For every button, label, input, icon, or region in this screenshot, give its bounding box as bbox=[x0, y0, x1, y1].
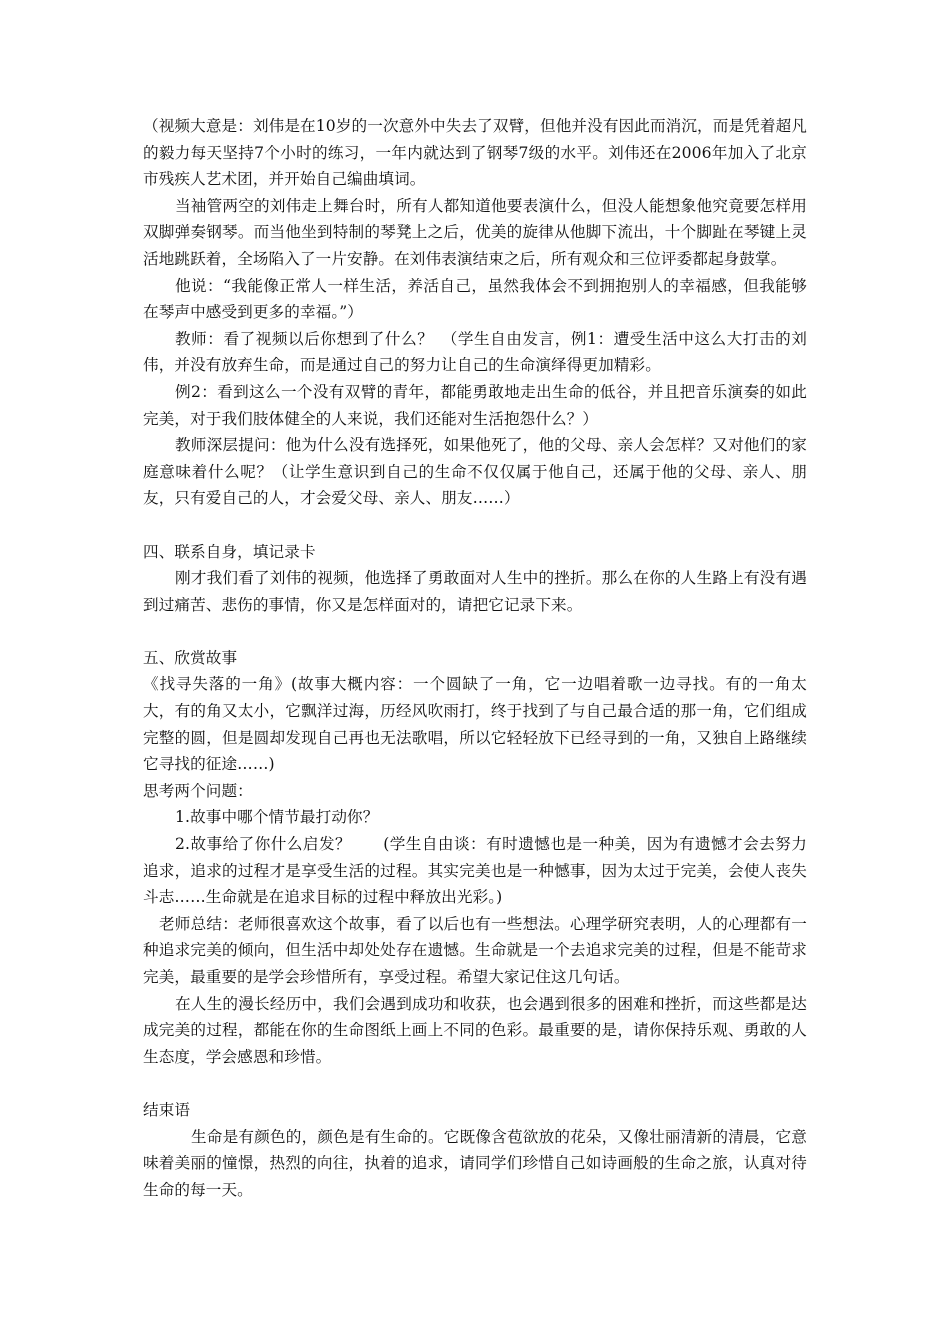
question-one: 1.故事中哪个情节最打动你？ bbox=[175, 808, 379, 827]
spacer bbox=[143, 512, 807, 539]
teacher-question-paragraph: 教师：看了视频以后你想到了什么？ （学生自由发言，例1：遭受生活中这么大打击的刘伟，并没有放弃生命，而是通过自己的努力让自己的生命演绎得更加精彩。 bbox=[143, 329, 807, 375]
life-journey-paragraph: 在人生的漫长经历中，我们会遇到成功和收获，也会遇到很多的困难和挫折，而这些都是达成完美的过程，都能在你的生命图纸上画上不同的色彩。最重要的是，请你保持乐观、勇敢的人生态度，学会感恩和珍惜。 bbox=[143, 994, 807, 1066]
document-page bbox=[143, 113, 807, 1203]
question-two: 2.故事给了你什么启发？ (学生自由谈：有时遗憾也是一种美，因为有遗憾才会去努力追求，追求的过程才是享受生活的过程。其实完美也是一种憾事，因为太过于完美，会使人丧失斗志……生命就是在追求目标的过程中释放出光彩。) bbox=[143, 835, 807, 907]
section-four-heading: 四、联系自身，填记录卡 bbox=[143, 542, 316, 561]
performance-paragraph: 当袖管两空的刘伟走上舞台时，所有人都知道他要表演什么，但没人能想象他究竟要怎样用双脚弹奏钢琴。而当他坐到特制的琴凳上之后，优美的旋律从他脚下流出，十个脚趾在琴键上灵活地跳跃着，全场陷入了一片安静。在刘伟表演结束之后，所有观众和三位评委都起身鼓掌。 bbox=[143, 196, 807, 268]
spacer bbox=[143, 618, 807, 645]
closing-paragraph: 生命是有颜色的，颜色是有生命的。它既像含苞欲放的花朵，又像壮丽清新的清晨，它意味着美丽的憧憬，热烈的向往，执着的追求，请同学们珍惜自己如诗画般的生命之旅，认真对待生命的每一天。 bbox=[143, 1127, 807, 1199]
deep-question-paragraph: 教师深层提问：他为什么没有选择死，如果他死了，他的父母、亲人会怎样？又对他们的家庭意味着什么呢？（让学生意识到自己的生命不仅仅属于他自己，还属于他的父母、亲人、朋友，只有爱自己的人，才会爱父母、亲人、朋友……） bbox=[143, 436, 807, 508]
teacher-summary-paragraph: 老师总结：老师很喜欢这个故事，看了以后也有一些想法。心理学研究表明，人的心理都有一种追求完美的倾向，但生活中却处处存在遗憾。生命就是一个去追求完美的过程，但是不能苛求完美，最重要的是学会珍惜所有，享受过程。希望大家记住这几句话。 bbox=[143, 914, 807, 986]
think-heading: 思考两个问题： bbox=[143, 781, 253, 800]
section-five-heading: 五、欣赏故事 bbox=[143, 648, 238, 667]
story-paragraph: 《找寻失落的一角》(故事大概内容：一个圆缺了一角，它一边唱着歌一边寻找。有的一角太大，有的角又太小，它飘洋过海，历经风吹雨打，终于找到了与自己最合适的那一角，它们组成完整的圆，但是圆却发现自己再也无法歌唱，所以它轻轻放下已经寻到的一角，又独自上路继续它寻找的征途……) bbox=[143, 675, 807, 774]
closing-heading: 结束语 bbox=[143, 1100, 191, 1119]
quote-paragraph: 他说：“我能像正常人一样生活，养活自己，虽然我体会不到拥抱别人的幸福感，但我能够在琴声中感受到更多的幸福。”） bbox=[143, 276, 807, 322]
spacer bbox=[143, 1070, 807, 1097]
section-four-text: 刚才我们看了刘伟的视频，他选择了勇敢面对人生中的挫折。那么在你的人生路上有没有遇到过痛苦、悲伤的事情，你又是怎样面对的，请把它记录下来。 bbox=[143, 569, 807, 614]
example-two-paragraph: 例2：看到这么一个没有双臂的青年，都能勇敢地走出生命的低谷，并且把音乐演奏的如此完美，对于我们肢体健全的人来说，我们还能对生活抱怨什么？） bbox=[143, 382, 807, 428]
video-summary-paragraph: （视频大意是：刘伟是在10岁的一次意外中失去了双臂，但他并没有因此而消沉，而是凭着超凡的毅力每天坚持7个小时的练习，一年内就达到了钢琴7级的水平。刘伟还在2006年加入了北京市残疾人艺术团，并开始自己编曲填词。 bbox=[143, 117, 807, 189]
